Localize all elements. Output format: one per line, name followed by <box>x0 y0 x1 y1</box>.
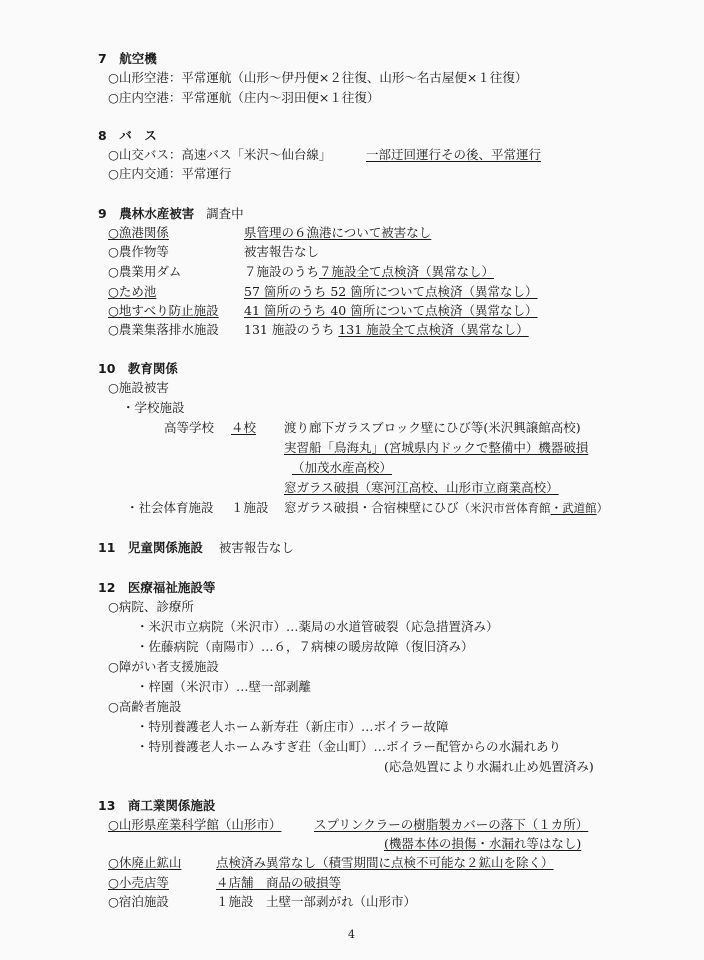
s13-row4-value: １施設 土壁一部剥がれ（山形市） <box>216 894 417 909</box>
s11-heading-note: 被害報告なし <box>218 540 294 555</box>
s10-hs-detail2: 実習船「鳥海丸」(宮城県内ドックで整備中）機器破損 <box>284 440 589 455</box>
s9-row4-value: 57 箇所のうち 52 箇所について点検済（異常なし） <box>244 284 538 299</box>
s13-row3-value: ４店舗 商品の破損等 <box>216 875 342 890</box>
s12-disability-1: ・梓園（米沢市）…壁一部剥離 <box>136 679 312 694</box>
s10-ss-detail-underline: ・武道館 <box>550 501 597 515</box>
s9-row3-label: ○農業用ダム <box>108 264 182 279</box>
s12-hospital: ○病院、診療所 <box>108 599 194 614</box>
s9-row5-label: ○地すべり防止施設 <box>108 303 219 318</box>
s9-row6-underlined: 131 施設全て点検済（異常なし） <box>338 322 529 337</box>
s9-row2-value: 被害報告なし <box>244 244 320 259</box>
s9-heading-note: 調査中 <box>206 206 244 221</box>
section-11-heading <box>98 540 294 556</box>
section-9-heading <box>98 206 244 222</box>
s12-elderly: ○高齢者施設 <box>108 699 182 714</box>
s10-highschool-count: ４校 <box>231 420 257 435</box>
s10-sub: ○施設被害 <box>108 380 169 395</box>
s12-hospital-1: ・米沢市立病院（米沢市）…薬局の水道管破裂（応急措置済み） <box>136 619 499 634</box>
s9-row1-label: ○漁港関係 <box>108 225 169 240</box>
s9-row3-pre: ７施設のうち <box>244 264 320 279</box>
s12-elderly-2: ・特別養護老人ホームみすぎ荘（金山町）…ボイラー配管からの水漏れあり <box>136 739 562 754</box>
s13-row1-note: (機器本体の損傷・水漏れ等はなし) <box>384 836 582 851</box>
section-8-heading: 8 バ ス <box>98 128 157 143</box>
s9-row1-value: 県管理の６漁港について被害なし <box>244 225 432 240</box>
s13-row2-label: ○休廃止鉱山 <box>108 855 182 870</box>
s9-row6-label: ○農業集落排水施設 <box>108 322 219 337</box>
s10-ss-detail-close: ） <box>596 501 609 515</box>
s10-social-sports-count: １施設 <box>231 500 269 515</box>
s9-row4-label: ○ため池 <box>108 284 157 299</box>
s10-school-facilities: ・学校施設 <box>122 400 185 415</box>
s13-row2-value: 点検済み異常なし（積雪期間に点検不可能な２鉱山を除く） <box>216 855 554 870</box>
s9-row5-value: 41 箇所のうち 40 箇所について点検済（異常なし） <box>244 303 538 318</box>
s10-highschool-label: 高等学校 <box>164 420 215 435</box>
s8-line2: ○庄内交通：平常運行 <box>108 166 232 181</box>
s10-hs-detail1: 渡り廊下ガラスブロック壁にひび等(米沢興譲館高校) <box>284 420 581 435</box>
s10-social-sports-detail <box>284 500 608 516</box>
section-12-heading: 12 医療福祉施設等 <box>98 580 216 595</box>
s8-line1-right: 一部迂回運行その後、平常運行 <box>366 147 542 162</box>
s12-elderly-2-note: (応急処置により水漏れ止め処置済み) <box>384 759 594 774</box>
s13-row1-label: ○山形県産業科学館（山形市） <box>108 817 282 832</box>
page-number: 4 <box>348 928 355 941</box>
s10-ss-detail-main: 窓ガラス破損・合宿棟壁にひび <box>284 500 459 515</box>
s7-line2: ○庄内空港：平常運航（庄内～羽田便×１往復） <box>108 90 380 105</box>
s13-row3-label: ○小売店等 <box>108 875 169 890</box>
s10-ss-detail-paren: （米沢市営体育館 <box>458 501 551 515</box>
s8-line1-left: ○山交バス：高速バス「米沢～仙台線」 <box>108 147 332 162</box>
s9-row2-label: ○農作物等 <box>108 244 169 259</box>
s9-row3-underlined: ７施設全て点検済（異常なし） <box>319 264 495 279</box>
section-13-heading: 13 商工業関係施設 <box>98 798 216 813</box>
s12-elderly-1: ・特別養護老人ホーム新寿荘（新庄市）…ボイラー故障 <box>136 719 449 734</box>
s11-heading-title: 11 児童関係施設 <box>98 540 203 555</box>
section-7-heading: 7 航空機 <box>98 51 157 66</box>
s10-hs-detail4: 窓ガラス破損（寒河江高校、山形市立商業高校） <box>284 480 559 495</box>
s9-row6-pre: 131 施設のうち <box>244 322 339 337</box>
s9-heading-title: 9 農林水産被害 <box>98 206 195 221</box>
s12-disability: ○障がい者支援施設 <box>108 659 219 674</box>
s10-hs-detail3: （加茂水産高校） <box>292 460 393 475</box>
section-10-heading: 10 教育関係 <box>98 361 178 376</box>
s9-row6-value <box>244 322 529 338</box>
s13-row4-label: ○宿泊施設 <box>108 894 169 909</box>
s9-row3-value <box>244 264 494 280</box>
s13-row1-value: スプリンクラーの樹脂製カバーの落下（１カ所） <box>314 817 589 832</box>
s12-hospital-2: ・佐藤病院（南陽市）…６，７病棟の暖房故障（復旧済み） <box>136 639 474 654</box>
s7-line1: ○山形空港：平常運航（山形～伊丹便×２往復、山形～名古屋便×１往復） <box>108 70 528 85</box>
s10-social-sports-label: ・社会体育施設 <box>126 500 214 515</box>
